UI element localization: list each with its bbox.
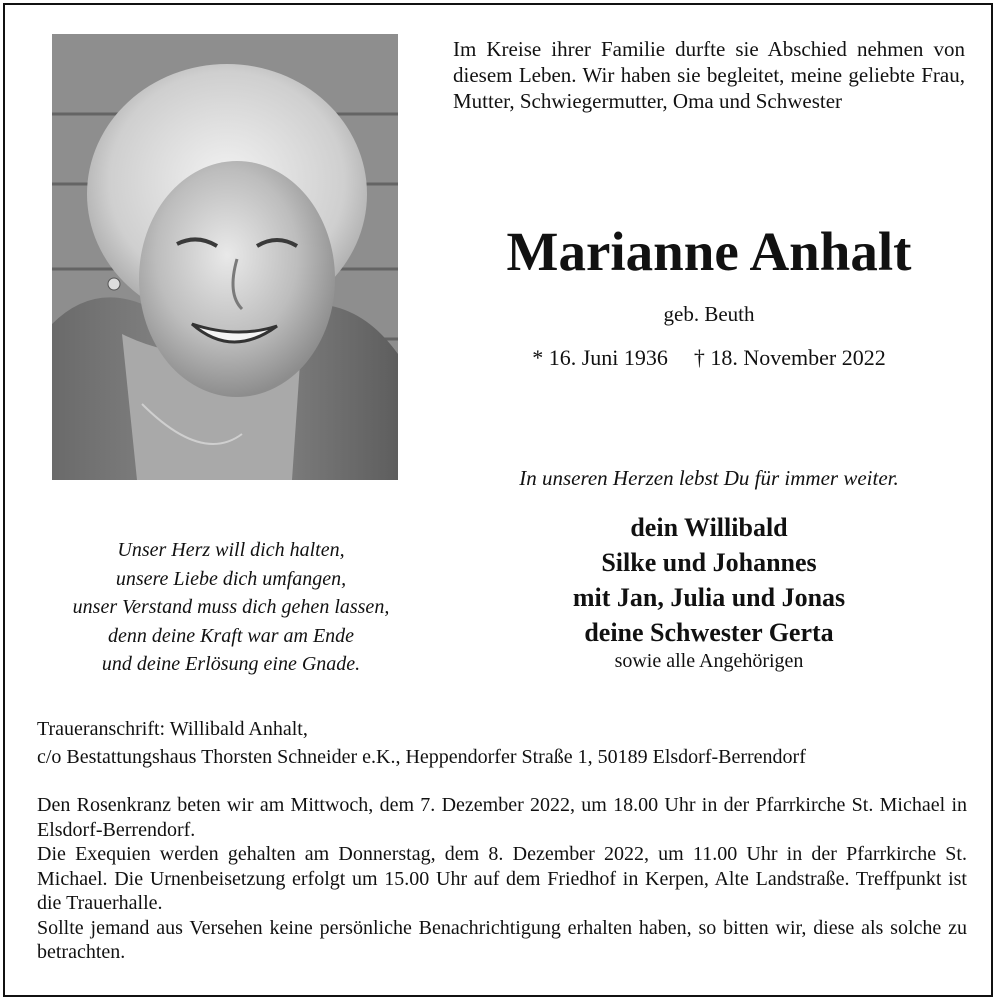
- family-signatures: [453, 510, 965, 650]
- poem-line: und deine Erlösung eine Gnade.: [101, 653, 361, 675]
- portrait-photo: [52, 34, 398, 480]
- rosary-paragraph: Den Rosenkranz beten wir am Mittwoch, dem 7. Dezember 2022, um 18.00 Uhr in der Pfarrkirche St. Michael in Elsdorf-Berrendorf.: [37, 794, 967, 841]
- portrait-icon: [52, 34, 398, 480]
- family-line: deine Schwester Gerta: [584, 618, 834, 647]
- life-dates: [453, 344, 965, 372]
- family-line: Silke und Johannes: [601, 548, 817, 577]
- poem-line: Unser Herz will dich halten,: [117, 539, 345, 561]
- obituary-notice: [3, 3, 993, 997]
- family-line: dein Willibald: [630, 513, 788, 542]
- motto: In unseren Herzen lebst Du für immer weiter.: [519, 466, 899, 490]
- death-date: † 18. November 2022: [693, 345, 886, 370]
- poem-line: unser Verstand muss dich gehen lassen,: [72, 596, 390, 618]
- poem-line: unsere Liebe dich umfangen,: [115, 567, 347, 590]
- exequies-paragraph: Die Exequien werden gehalten am Donnerstag, dem 8. Dezember 2022, um 11.00 Uhr in der Pfarrkirche St. Michael. Die Urnenbeisetzung erfolgt um 15.00 Uhr auf dem Friedhof in Kerpen, Alte Landstraße. Treffpunkt ist die Trauerhalle.: [37, 843, 967, 914]
- address-line: c/o Bestattungshaus Thorsten Schneider e.K., Heppendorfer Straße 1, 50189 Elsdorf-Berrendorf: [37, 746, 806, 768]
- mourning-address: [37, 715, 967, 771]
- poem: [25, 536, 437, 679]
- intro-text: Im Kreise ihrer Familie durfte sie Abschied nehmen von diesem Leben. Wir haben sie begleitet, meine geliebte Frau, Mutter, Schwiegermutter, Oma und Schwester: [453, 37, 965, 113]
- address-line: Traueranschrift: Willibald Anhalt,: [37, 718, 308, 740]
- deceased-name: Marianne Anhalt: [506, 221, 912, 282]
- birth-date: * 16. Juni 1936: [532, 345, 668, 370]
- service-details: [37, 793, 967, 965]
- maiden-name: geb. Beuth: [663, 302, 755, 326]
- notification-paragraph: Sollte jemand aus Versehen keine persönliche Benachrichtigung erhalten haben, so bitten wir, diese als solche zu betrachten.: [37, 916, 967, 963]
- family-line: mit Jan, Julia und Jonas: [572, 583, 846, 612]
- relatives-note: sowie alle Angehörigen: [614, 650, 804, 672]
- poem-line: denn deine Kraft war am Ende: [107, 624, 355, 647]
